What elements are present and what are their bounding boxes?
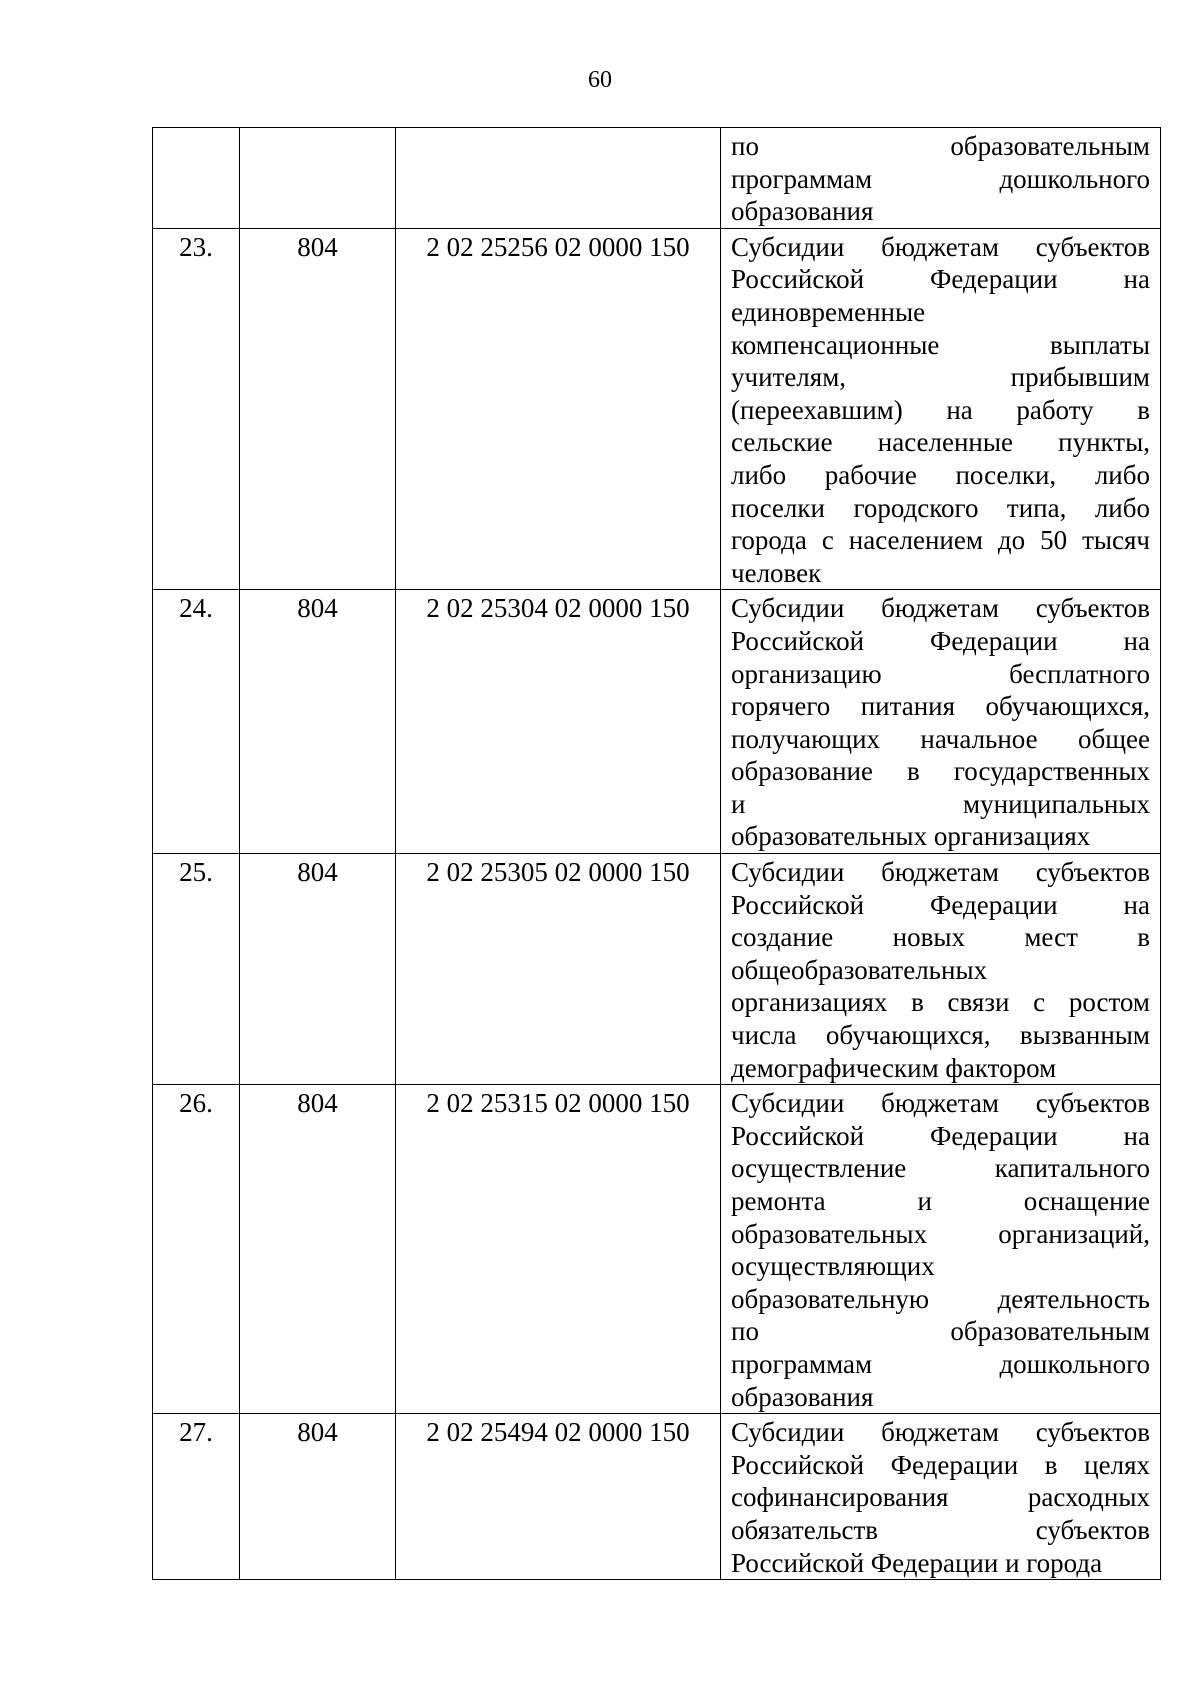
administrator-code-cell: 804	[240, 228, 396, 590]
income-name-line: единовременные	[731, 296, 926, 327]
income-name-line: ремонта и оснащение	[731, 1186, 1150, 1216]
income-name-line: Российской Федерации на	[731, 264, 1150, 295]
income-name-line: Субсидии бюджетам субъектов	[731, 593, 1150, 624]
income-name-line: горячего питания обучающихся,	[731, 691, 1150, 722]
income-name-line: образование в государственных	[731, 756, 1150, 787]
income-name-line: Субсидии бюджетам субъектов	[731, 857, 1150, 888]
row-number-cell: 27.	[153, 1414, 240, 1580]
income-name-cell	[721, 228, 1161, 590]
income-name-cell	[721, 1414, 1161, 1580]
row-number-cell: 25.	[153, 854, 240, 1085]
administrator-code-cell: 804	[240, 854, 396, 1085]
income-name-line: создание новых мест в	[731, 922, 1150, 953]
income-name-line: поселки городского типа, либо	[731, 492, 1150, 523]
administrator-code-cell	[240, 128, 396, 229]
budget-code-cell: 2 02 25494 02 0000 150	[396, 1414, 721, 1580]
income-name-line: организациях в связи с ростом	[731, 987, 1150, 1018]
table-row	[153, 854, 1161, 1085]
income-name-line: общеобразовательных	[731, 954, 988, 985]
row-number-cell: 23.	[153, 228, 240, 590]
income-name-line: программам дошкольного	[731, 163, 1150, 194]
table-row	[153, 128, 1161, 229]
income-name-line: образования	[731, 1381, 874, 1412]
income-name-line: либо рабочие поселки, либо	[731, 459, 1150, 490]
administrator-code-cell: 804	[240, 590, 396, 854]
income-name-line: учителям, прибывшим	[731, 362, 1150, 393]
income-name-line: софинансирования расходных	[731, 1482, 1150, 1513]
income-name-cell	[721, 128, 1161, 229]
row-number-cell	[153, 128, 240, 229]
income-name-line: осуществление капитального	[731, 1153, 1150, 1184]
budget-code-cell	[396, 128, 721, 229]
income-name-line: человек	[731, 557, 822, 588]
budget-code-cell: 2 02 25304 02 0000 150	[396, 590, 721, 854]
administrator-code-cell: 804	[240, 1085, 396, 1414]
income-name-line: Российской Федерации и города	[731, 1547, 1103, 1578]
income-name-line: образования	[731, 196, 874, 227]
table-body	[153, 128, 1161, 1580]
income-name-line: осуществляющих	[731, 1251, 935, 1282]
budget-classification-table	[152, 127, 1161, 1580]
row-number-cell: 26.	[153, 1085, 240, 1414]
income-name-line: Субсидии бюджетам субъектов	[731, 231, 1150, 262]
budget-code-cell: 2 02 25315 02 0000 150	[396, 1085, 721, 1414]
budget-code-cell: 2 02 25305 02 0000 150	[396, 854, 721, 1085]
income-name-line: и муниципальных	[731, 788, 1150, 819]
income-name-line: обязательств субъектов	[731, 1515, 1150, 1545]
income-name-line: по образовательным	[731, 131, 1150, 161]
row-number-cell: 24.	[153, 590, 240, 854]
income-name-line: образовательных организациях	[731, 821, 1091, 852]
table-row	[153, 1085, 1161, 1414]
income-name-cell	[721, 590, 1161, 854]
income-name-line: организацию бесплатного	[731, 658, 1150, 689]
budget-code-cell: 2 02 25256 02 0000 150	[396, 228, 721, 590]
income-name-line: демографическим фактором	[731, 1052, 1057, 1083]
income-name-line: программам дошкольного	[731, 1348, 1150, 1379]
income-name-line: образовательных организаций,	[731, 1218, 1150, 1249]
income-name-line: Российской Федерации на	[731, 625, 1150, 656]
income-name-line: Субсидии бюджетам субъектов	[731, 1088, 1150, 1119]
income-name-cell	[721, 854, 1161, 1085]
income-name-line: Российской Федерации в целях	[731, 1449, 1150, 1480]
income-name-line: числа обучающихся, вызванным	[731, 1020, 1150, 1051]
income-name-line: компенсационные выплаты	[731, 329, 1150, 360]
page-number: 60	[588, 67, 612, 93]
income-name-cell	[721, 1085, 1161, 1414]
income-name-line: города с населением до 50 тысяч	[731, 525, 1150, 556]
administrator-code-cell: 804	[240, 1414, 396, 1580]
table-row	[153, 228, 1161, 590]
income-name-line: Субсидии бюджетам субъектов	[731, 1417, 1150, 1448]
income-name-line: по образовательным	[731, 1316, 1150, 1347]
income-name-line: Российской Федерации на	[731, 889, 1150, 920]
income-name-line: Российской Федерации на	[731, 1120, 1150, 1151]
table-row	[153, 1414, 1161, 1580]
income-name-line: (переехавшим) на работу в	[731, 394, 1150, 425]
income-name-line: образовательную деятельность	[731, 1283, 1150, 1314]
income-name-line: получающих начальное общее	[731, 723, 1150, 754]
table-row	[153, 590, 1161, 854]
income-name-line: сельские населенные пункты,	[731, 427, 1150, 458]
